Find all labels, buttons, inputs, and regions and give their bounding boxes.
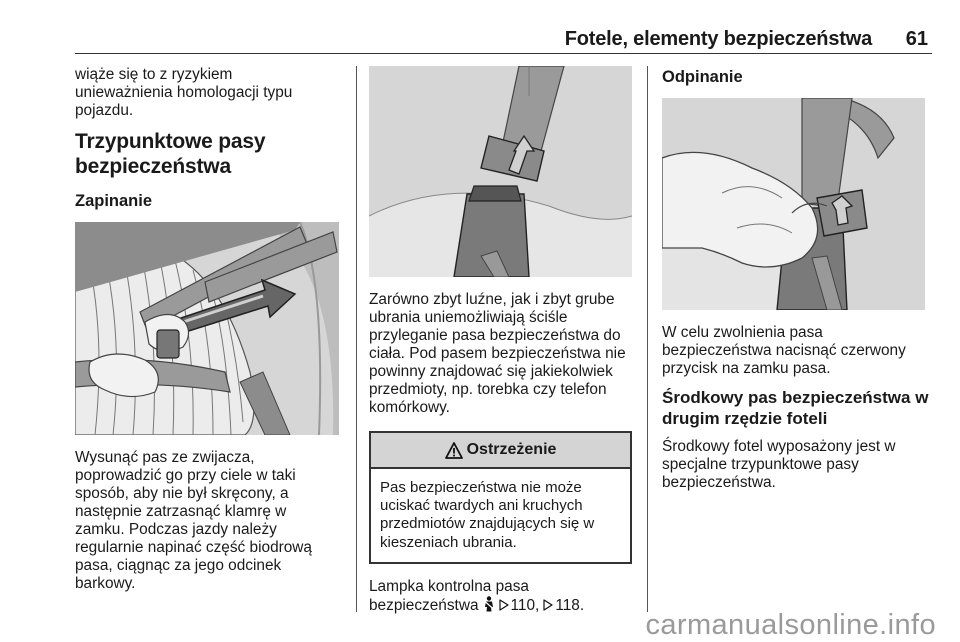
fastening-paragraph: Wysunąć pas ze zwijacza, poprowadzić go przy ciele w taki sposób, aby nie był skręcony, a następnie zatrzasnąć klamrę w zamku. Podczas jazdy należy regularnie napinać część biodrową pasa, ciągnąc za jego odcinek barkowy.: [75, 449, 312, 592]
column-divider: [647, 66, 648, 612]
warning-triangle-icon: [445, 442, 463, 459]
page-reference-118[interactable]: 118.: [555, 596, 585, 614]
warning-text: Pas bezpieczeństwa nie może uciskać twardych ani kruchych przedmiotów znajdujących się w kieszeniach ubrania.: [380, 479, 595, 551]
unfastening-illustration: [662, 98, 925, 310]
fastening-illustration: [75, 222, 339, 435]
telltale-text-line2: bezpieczeństwa: [369, 596, 479, 614]
telltale-text-line1: Lampka kontrolna pasa: [369, 577, 529, 595]
unfastening-paragraph: W celu zwolnienia pasa bezpieczeństwa nacisnąć czerwony przycisk na zamku pasa.: [662, 324, 906, 377]
section-title-center-belt: Środkowy pas bezpieczeństwa w drugim rzędzie foteli: [662, 388, 929, 428]
page-reference-110[interactable]: 110,: [510, 596, 540, 614]
center-belt-paragraph: Środkowy fotel wyposażony jest w specjalne trzypunktowe pasy bezpieczeństwa.: [662, 438, 896, 491]
column-right: [662, 66, 932, 492]
page-number: 61: [905, 28, 928, 50]
section-title-three-point-belts: Trzypunktowe pasy bezpieczeństwa: [75, 130, 266, 178]
watermark: carmanualsonline.info: [645, 609, 936, 641]
page-reference-arrow-icon[interactable]: [499, 599, 509, 611]
page-header: [75, 28, 932, 54]
column-middle: [369, 66, 633, 615]
warning-title: Ostrzeżenie: [466, 441, 557, 458]
warning-header: [371, 433, 630, 469]
column-divider: [356, 66, 357, 612]
belt-buckle-illustration: [369, 66, 632, 277]
intro-paragraph: wiąże się to z ryzykiem unieważnienia homologacji typu pojazdu.: [75, 66, 293, 119]
subsection-title-fastening: Zapinanie: [75, 192, 153, 210]
page-reference-arrow-icon[interactable]: [543, 599, 553, 611]
chapter-title: Fotele, elementy bezpieczeństwa: [564, 28, 872, 50]
seatbelt-telltale-icon: [483, 596, 495, 612]
subsection-title-unfastening: Odpinanie: [662, 68, 743, 86]
warning-box: [369, 431, 632, 564]
column-left: [75, 66, 345, 593]
telltale-paragraph: [369, 578, 633, 615]
clothing-paragraph: Zarówno zbyt luźne, jak i zbyt grube ubrania uniemożliwiają ściśle przyleganie pasa bezpieczeństwa do ciała. Pod pasem bezpieczeństwa nie powinny znajdować się jakiekolwiek przedmioty, np. torebka czy telefon komórkowy.: [369, 291, 626, 416]
